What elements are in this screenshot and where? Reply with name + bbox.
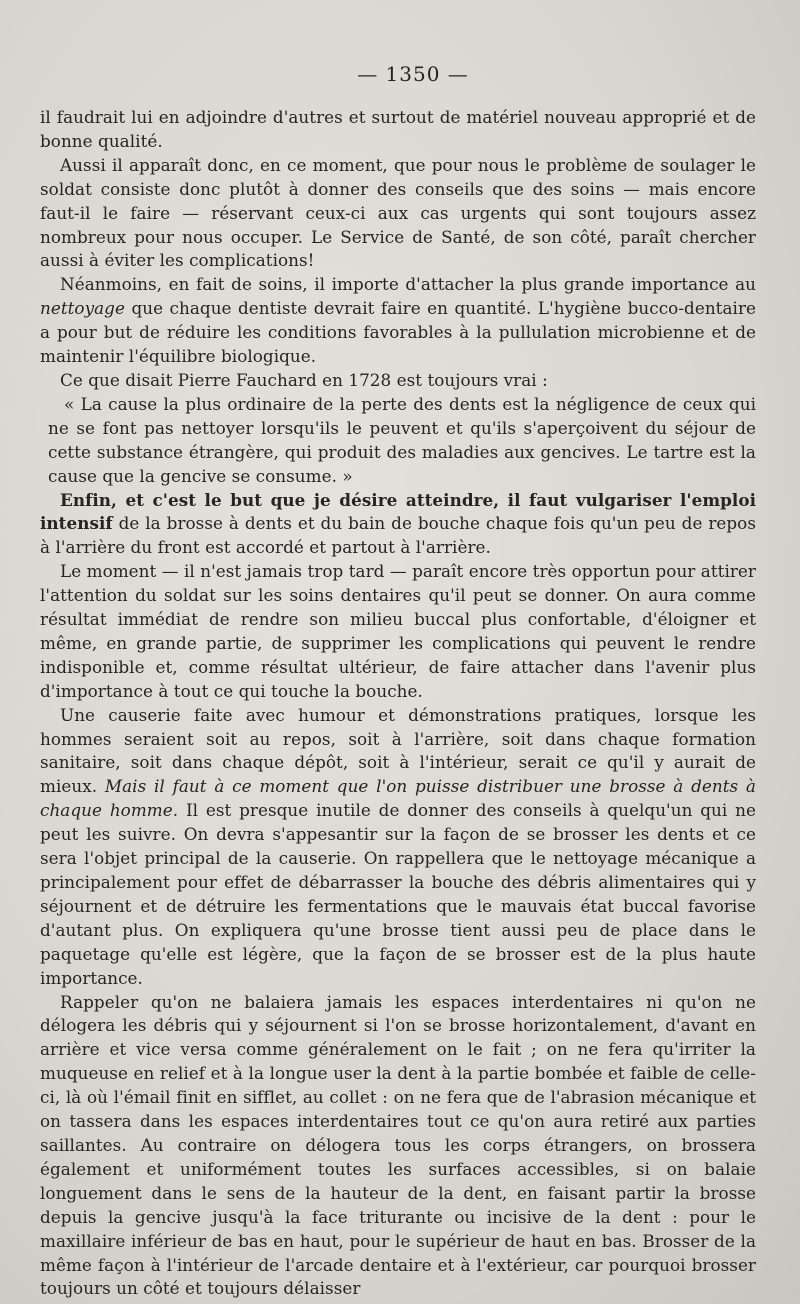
paragraph-nettoyage xyxy=(40,273,756,369)
paragraph-causerie-rest: Il est presque inutile de donner des conseils à quelqu'un qui ne peut les suivre. On devra s'appesantir sur la façon de se brosser les dents et ce sera l'objet principal de la causerie. On rappellera que le nettoyage mécanique a principalement pour effet de débarrasser la bouche des débris alimentaires qui y séjournent et de détruire les fermentations que le mauvais état buccal favorise d'autant plus. On expliquera qu'une brosse tient aussi peu de place dans le paquetage qu'elle est légère, que la façon de se brosser est de la plus haute importance. xyxy=(40,800,756,988)
fauchard-quote: « La cause la plus ordinaire de la perte des dents est la négligence de ceux qui ne se font pas nettoyer lorsqu'ils le peuvent et qu'ils s'aperçoivent du séjour de cette substance étrangère, qui produit des maladies aux gencives. Le tartre est la cause que la gencive se consume. » xyxy=(48,393,756,486)
body-text xyxy=(40,106,756,1301)
causerie-italic: Mais il faut à ce moment que l'on puisse distribuer une brosse à dents à chaque homme. xyxy=(40,776,756,821)
paragraph-nettoyage-lead: Néanmoins, en fait de soins, il importe d'attacher la plus grande importance au xyxy=(60,274,756,295)
paragraph-continuation: il faudrait lui en adjoindre d'autres et surtout de matériel nouveau approprié et de bonne qualité. xyxy=(40,107,756,151)
paragraph-enfin xyxy=(40,489,756,561)
paragraph-causerie-lead: Une causerie faite avec humour et démonstrations pratiques, lorsque les hommes seraient soit au repos, soit à l'arrière, soit dans chaque formation sanitaire, soit dans chaque dépôt, soit à l'intérieur, serait ce qu'il y aurait de mieux. xyxy=(40,704,756,797)
paragraph-causerie xyxy=(40,704,756,991)
paragraph-enfin-lead: Enfin, et c'est le but que je désire atteindre, il faut vulgariser l'emploi intensif xyxy=(40,489,756,534)
nettoyage-italic: nettoyage xyxy=(40,298,125,319)
paragraph-fauchard: Ce que disait Pierre Fauchard en 1728 est toujours vrai : xyxy=(60,369,548,390)
paragraph-nettoyage-rest: que chaque dentiste devrait faire en quantité. L'hygiène bucco-dentaire a pour but de réduire les conditions favorables à la pullulation microbienne et de maintenir l'équilibre biologique. xyxy=(40,298,756,367)
paragraph-moment: Le moment — il n'est jamais trop tard — paraît encore très opportun pour attirer l'attention du soldat sur les soins dentaires qu'il peut se donner. On aura comme résultat immédiat de rendre son milieu buccal plus confortable, d'éloigner et même, en grande partie, de supprimer les complications qui peuvent le rendre indisponible et, comme résultat ultérieur, de faire attacher dans l'avenir plus d'importance à tout ce qui touche la bouche. xyxy=(40,561,756,701)
paragraph-rappeler: Rappeler qu'on ne balaiera jamais les espaces interdentaires ni qu'on ne délogera les débris qui y séjournent si l'on se brosse horizontalement, d'avant en arrière et vice versa comme généralement on le fait ; on ne fera qu'irriter la muqueuse en relief et à la longue user la dent à la partie bombée et faible de celle-ci, là où l'émail finit en sifflet, au collet : on ne fera que de l'abrasion mécanique et on tassera dans les espaces interdentaires tout ce qu'on aura retiré aux parties saillantes. Au contraire on délogera tous les corps étrangers, on brossera également et uniformément toutes les surfaces accessibles, si on balaie longuement dans le sens de la hauteur de la dent, en faisant partir la brosse depuis la gencive jusqu'à la face triturante ou incisive de la dent : pour le maxillaire inférieur de bas en haut, pour le supérieur de haut en bas. Brosser de la même façon à l'intérieur de l'arcade dentaire et à l'extérieur, car pourquoi brosser toujours un côté et toujours délaisser xyxy=(40,991,756,1299)
paragraph-soulager: Aussi il apparaît donc, en ce moment, que pour nous le problème de soulager le soldat consiste donc plutôt à donner des conseils que des soins — mais encore faut-il le faire — réservant ceux-ci aux cas urgents qui sont toujours assez nombreux pour nous occuper. Le Service de Santé, de son côté, paraît chercher aussi à éviter les complications! xyxy=(40,154,756,271)
page-number: — 1350 — xyxy=(357,62,469,86)
paragraph-enfin-rest: de la brosse à dents et du bain de bouche chaque fois qu'un peu de repos à l'arrière du front est accordé et partout à l'arrière. xyxy=(40,513,756,558)
